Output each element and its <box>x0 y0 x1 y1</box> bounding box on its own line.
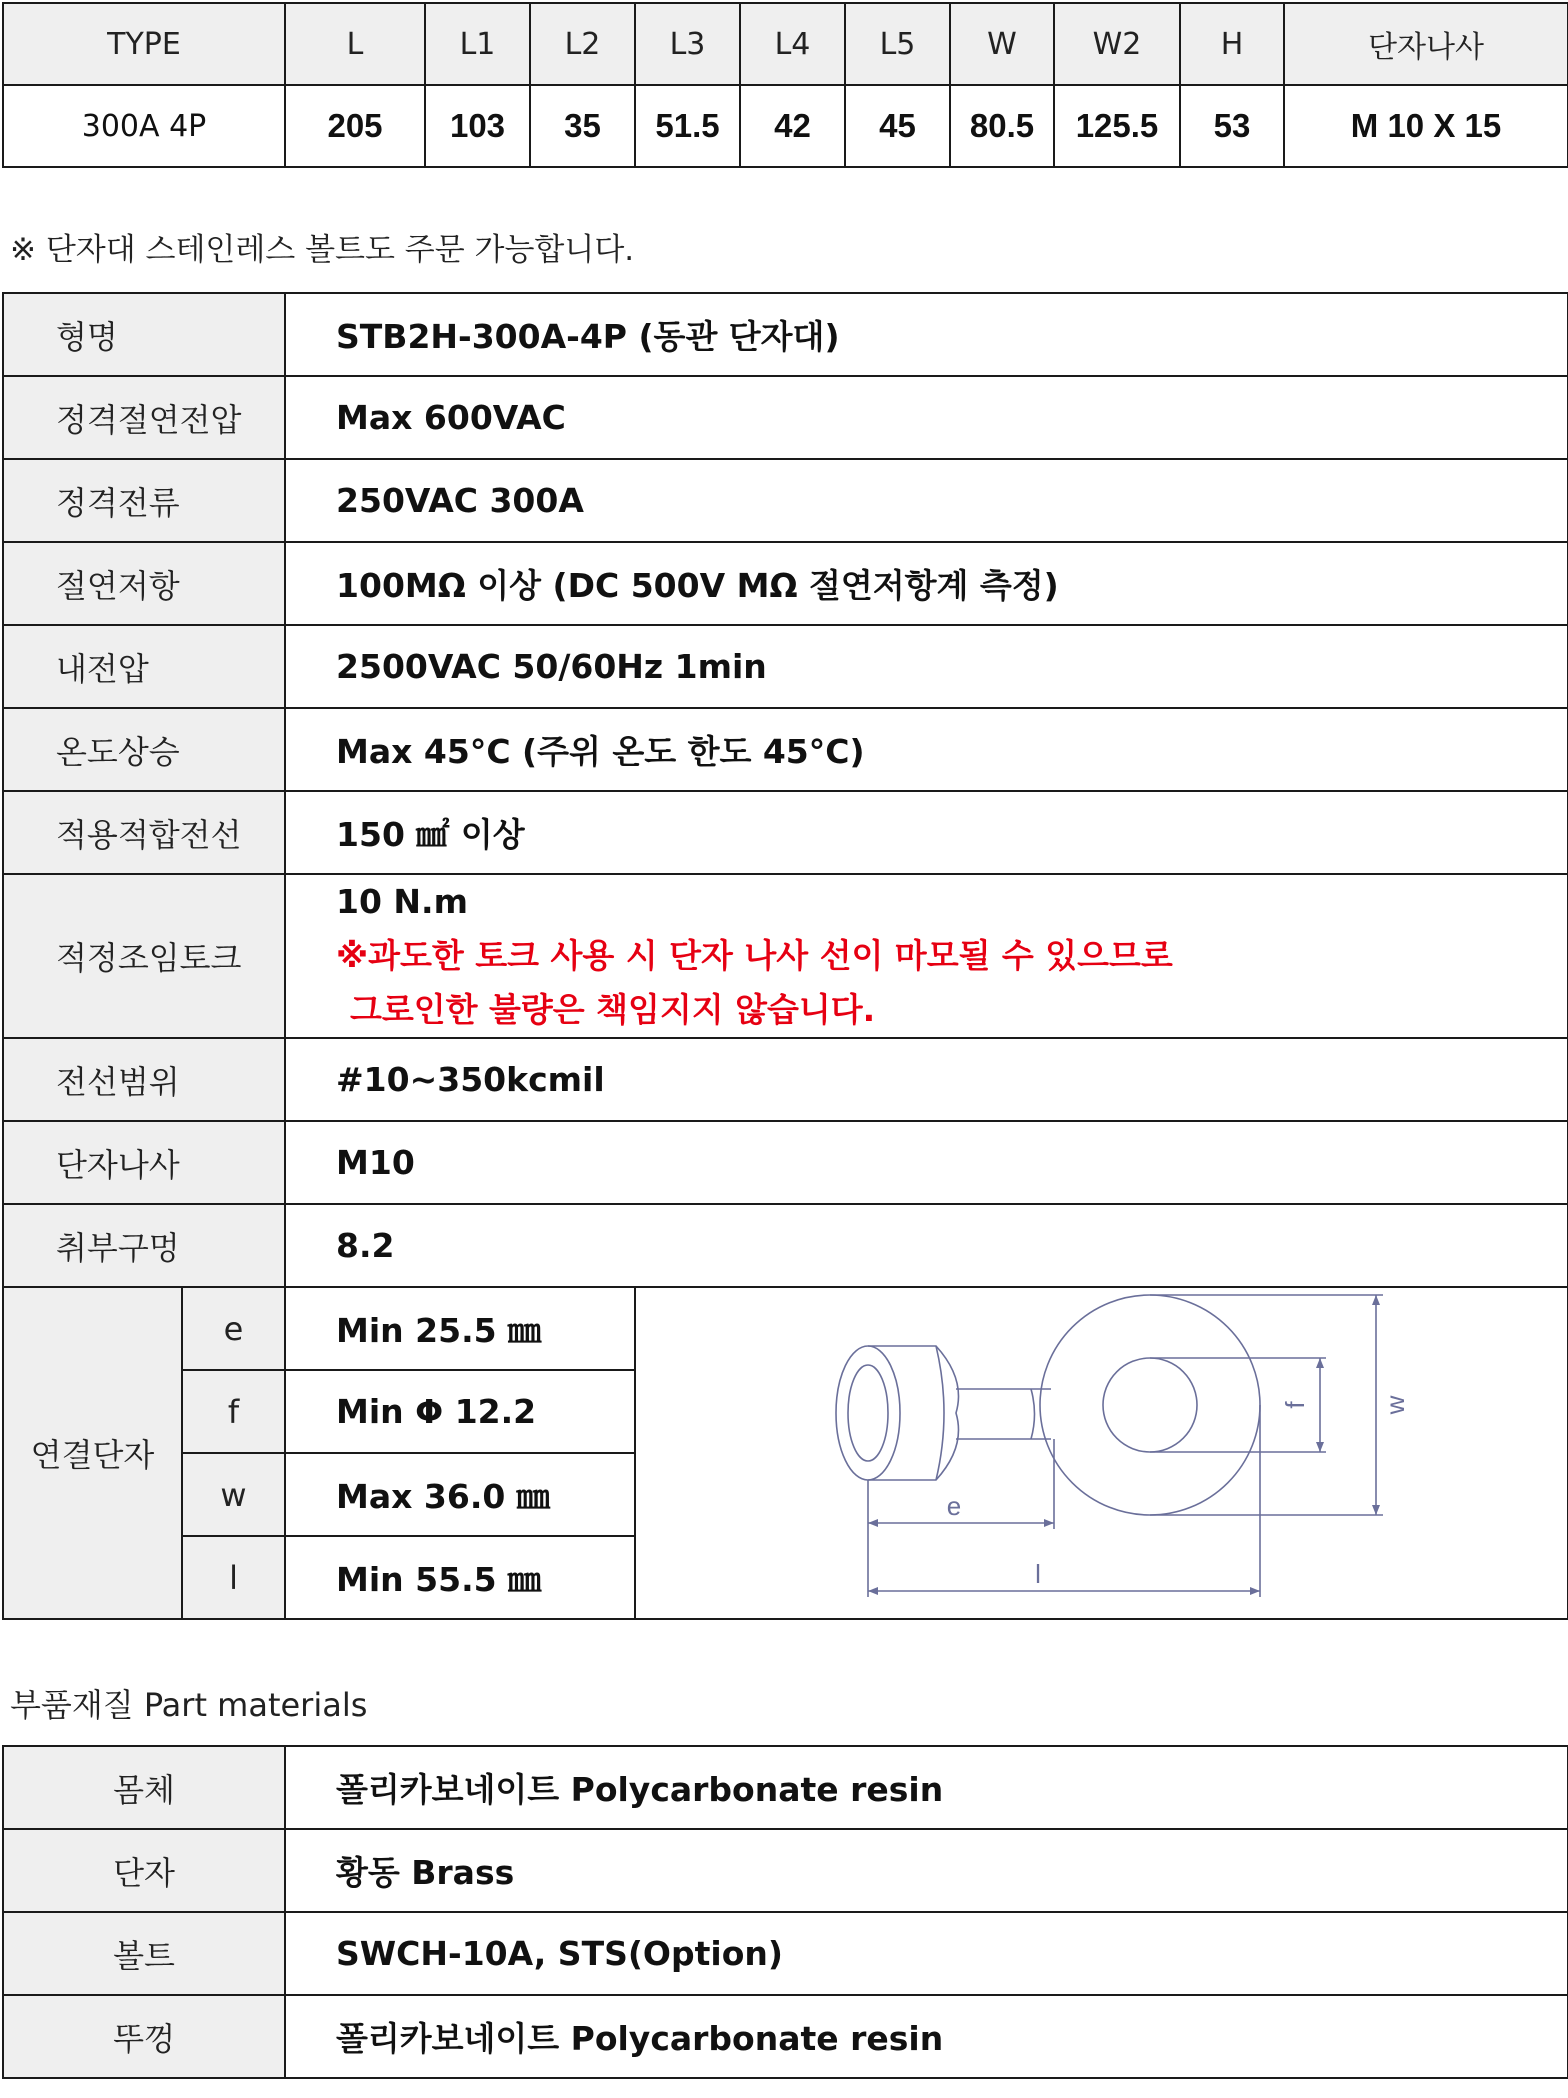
value-h: 53 <box>1180 85 1284 167</box>
material-value: 폴리카보네이트 Polycarbonate resin <box>285 1995 1568 2078</box>
spec-row <box>3 459 1568 542</box>
ring-outer <box>1040 1295 1260 1515</box>
value-l: 205 <box>285 85 425 167</box>
label-f: f <box>1280 1401 1311 1409</box>
w-arrow-bottom <box>1372 1505 1380 1515</box>
connection-label: 연결단자 <box>3 1287 182 1619</box>
value-w2: 125.5 <box>1054 85 1180 167</box>
barrel-body-line <box>936 1346 944 1480</box>
header-l5: L5 <box>845 3 950 85</box>
spec-value: 8.2 <box>285 1204 1568 1287</box>
neck-line <box>1031 1389 1035 1439</box>
spec-label: 절연저항 <box>3 542 285 625</box>
material-label: 몸체 <box>3 1746 285 1829</box>
torque-row <box>3 874 1568 1038</box>
materials-table <box>2 1745 1568 2079</box>
header-l1: L1 <box>425 3 530 85</box>
torque-warning-line1: ※과도한 토크 사용 시 단자 나사 선이 마모될 수 있으므로 <box>336 936 1173 975</box>
connection-row <box>3 1287 1568 1370</box>
material-row <box>3 1746 1568 1829</box>
l-arrow-left <box>868 1587 878 1595</box>
dimensions-value-row <box>3 85 1568 167</box>
connection-value: Min 55.5 ㎜ <box>285 1536 635 1619</box>
spec-row <box>3 1038 1568 1121</box>
e-arrow-left <box>868 1519 878 1527</box>
spec-value: STB2H-300A-4P (동관 단자대) <box>285 293 1568 376</box>
material-label: 뚜껑 <box>3 1995 285 2078</box>
header-l2: L2 <box>530 3 635 85</box>
torque-value-cell <box>285 874 1568 1038</box>
material-label: 단자 <box>3 1829 285 1912</box>
spec-row <box>3 542 1568 625</box>
spec-value: Max 600VAC <box>285 376 1568 459</box>
specifications-table <box>2 292 1568 1620</box>
header-w2: W2 <box>1054 3 1180 85</box>
connection-sub-label: f <box>182 1370 285 1453</box>
spec-value: 100MΩ 이상 (DC 500V MΩ 절연저항계 측정) <box>285 542 1568 625</box>
dimensions-table <box>2 2 1568 168</box>
stainless-bolt-note: ※ 단자대 스테인레스 볼트도 주문 가능합니다. <box>10 232 635 268</box>
spec-row <box>3 1204 1568 1287</box>
spec-value: 250VAC 300A <box>285 459 1568 542</box>
value-l2: 35 <box>530 85 635 167</box>
connection-value: Min 25.5 ㎜ <box>285 1287 635 1370</box>
spec-value: Max 45°C (주위 온도 한도 45°C) <box>285 708 1568 791</box>
header-l4: L4 <box>740 3 845 85</box>
material-row <box>3 1912 1568 1995</box>
barrel-body <box>868 1346 959 1480</box>
torque-warning-line2: 그로인한 불량은 책임지지 않습니다. <box>350 990 876 1029</box>
connection-sub-label: w <box>182 1453 285 1536</box>
spec-value: #10~350kcmil <box>285 1038 1568 1121</box>
connection-value: Max 36.0 ㎜ <box>285 1453 635 1536</box>
dimensions-header-row <box>3 3 1568 85</box>
header-l3: L3 <box>635 3 740 85</box>
spec-row <box>3 293 1568 376</box>
header-terminal-screw: 단자나사 <box>1284 3 1568 85</box>
e-arrow-right <box>1044 1519 1054 1527</box>
header-w: W <box>950 3 1054 85</box>
material-value: 황동 Brass <box>285 1829 1568 1912</box>
f-arrow-bottom <box>1316 1442 1324 1452</box>
material-value: 폴리카보네이트 Polycarbonate resin <box>285 1746 1568 1829</box>
torque-label: 적정조임토크 <box>3 874 285 1038</box>
barrel-end-inner <box>848 1365 888 1461</box>
value-l3: 51.5 <box>635 85 740 167</box>
ring-terminal-diagram-cell <box>635 1287 1568 1619</box>
value-type: 300A 4P <box>3 85 285 167</box>
spec-label: 단자나사 <box>3 1121 285 1204</box>
spec-value: 150 ㎟ 이상 <box>285 791 1568 874</box>
spec-label: 온도상승 <box>3 708 285 791</box>
spec-value: M10 <box>285 1121 1568 1204</box>
value-l4: 42 <box>740 85 845 167</box>
spec-row <box>3 708 1568 791</box>
spec-label: 적용적합전선 <box>3 791 285 874</box>
connection-sub-label: l <box>182 1536 285 1619</box>
header-l: L <box>285 3 425 85</box>
spec-label: 정격전류 <box>3 459 285 542</box>
barrel-end-outer <box>836 1346 900 1480</box>
header-type: TYPE <box>3 3 285 85</box>
material-value: SWCH-10A, STS(Option) <box>285 1912 1568 1995</box>
header-h: H <box>1180 3 1284 85</box>
connection-sub-label: e <box>182 1287 285 1370</box>
ring-inner <box>1103 1358 1197 1452</box>
w-arrow-top <box>1372 1295 1380 1305</box>
spec-row <box>3 376 1568 459</box>
materials-title: 부품재질 Part materials <box>10 1686 368 1724</box>
value-w: 80.5 <box>950 85 1054 167</box>
spec-row <box>3 1121 1568 1204</box>
material-row <box>3 1995 1568 2078</box>
spec-label: 전선범위 <box>3 1038 285 1121</box>
spec-row <box>3 791 1568 874</box>
value-l5: 45 <box>845 85 950 167</box>
connection-value: Min Φ 12.2 <box>285 1370 635 1453</box>
value-l1: 103 <box>425 85 530 167</box>
spec-label: 정격절연전압 <box>3 376 285 459</box>
spec-label: 내전압 <box>3 625 285 708</box>
material-label: 볼트 <box>3 1912 285 1995</box>
spec-label: 형명 <box>3 293 285 376</box>
value-terminal-screw: M 10 X 15 <box>1284 85 1568 167</box>
f-arrow-top <box>1316 1358 1324 1368</box>
material-row <box>3 1829 1568 1912</box>
spec-row <box>3 625 1568 708</box>
label-w: w <box>1380 1395 1411 1415</box>
spec-label: 취부구멍 <box>3 1204 285 1287</box>
ring-terminal-diagram <box>636 1289 1564 1617</box>
spec-value: 2500VAC 50/60Hz 1min <box>285 625 1568 708</box>
label-l: l <box>1035 1559 1041 1589</box>
label-e: e <box>946 1491 962 1521</box>
torque-value: 10 N.m <box>336 882 468 921</box>
l-arrow-right <box>1250 1587 1260 1595</box>
